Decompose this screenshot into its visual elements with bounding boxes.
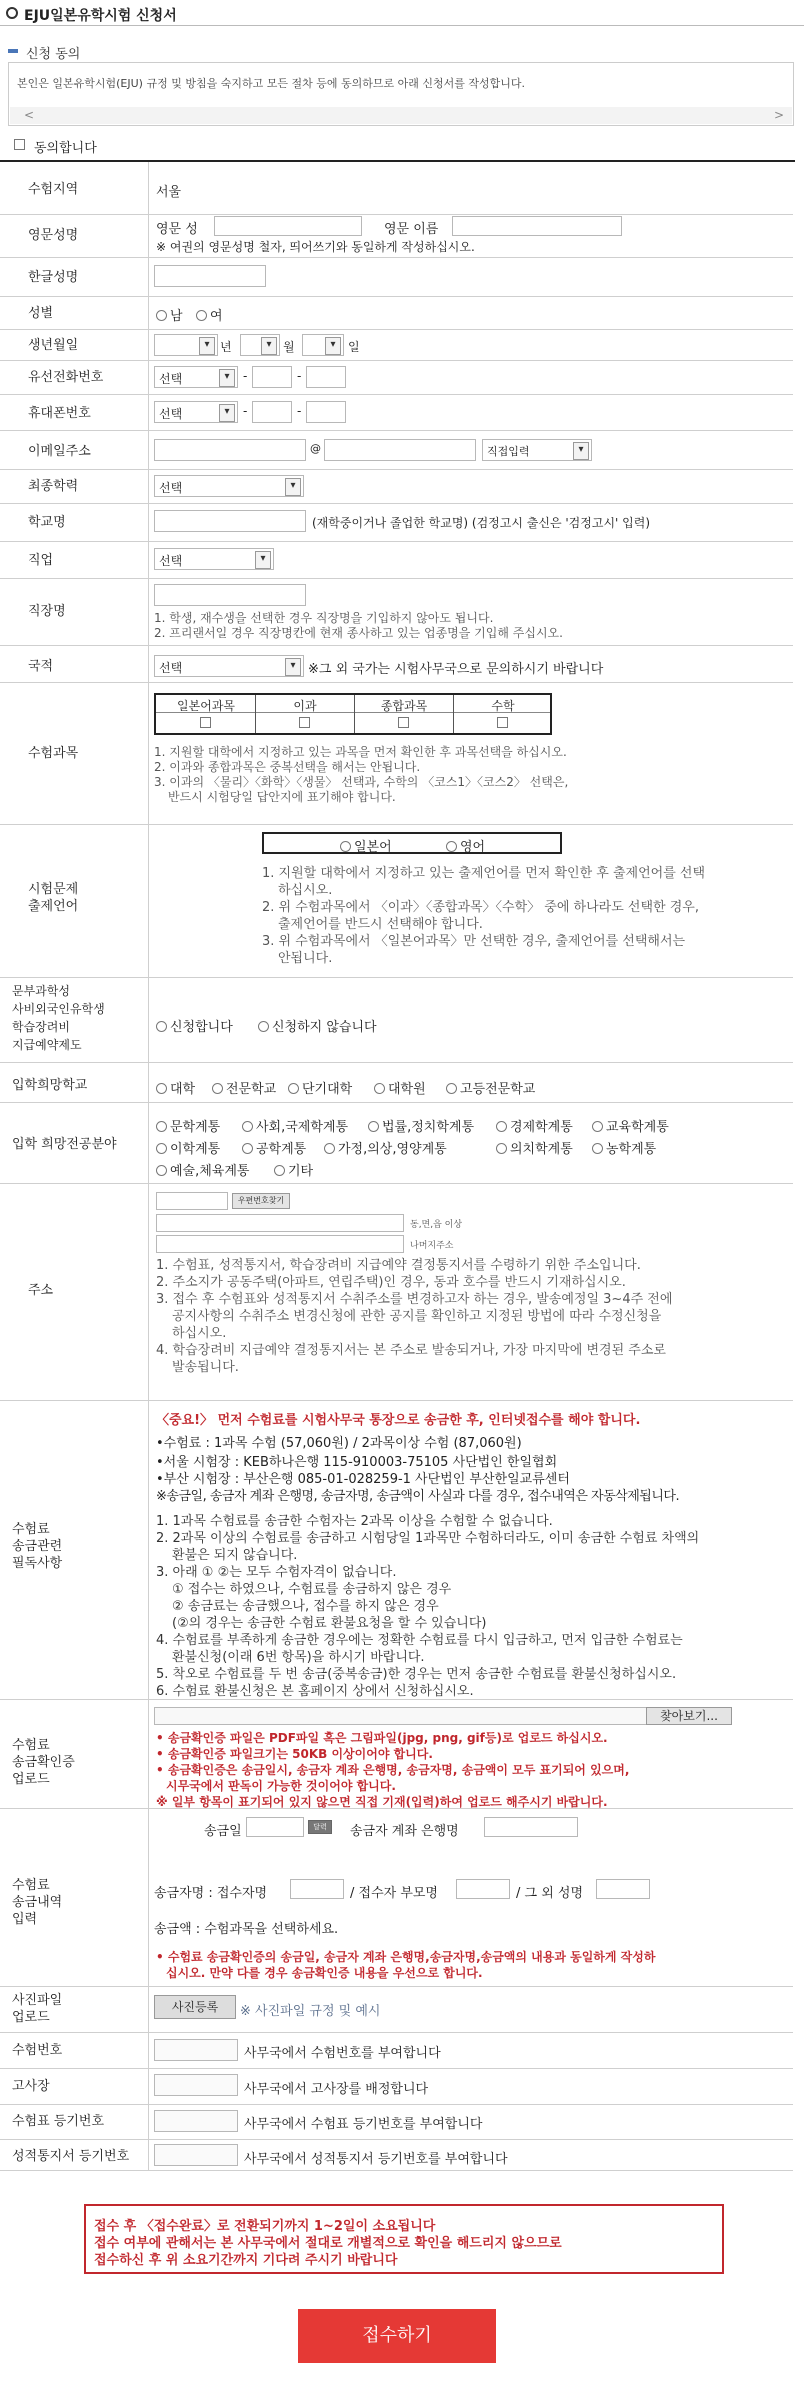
exam-site-input bbox=[154, 2074, 238, 2096]
address-label: 주소 bbox=[28, 1283, 54, 1298]
mobile-middle-input[interactable] bbox=[252, 401, 292, 423]
major-option[interactable] bbox=[156, 1160, 249, 1179]
radio-icon[interactable] bbox=[196, 310, 207, 321]
gender-label: 성별 bbox=[28, 306, 54, 321]
job-select[interactable]: 선택 ▾ bbox=[154, 548, 274, 570]
subjects-note-3: 3. 이과의 〈물리〉〈화학〉〈생물〉 선택과, 수학의 〈코스1〉〈코스2〉 선택은, bbox=[154, 775, 569, 789]
transfer-amount-label: 송금액 : 수험과목을 선택하세요. bbox=[154, 1922, 339, 1937]
fee-rule-1: 1. 1과목 수험료를 송금한 수험자는 2과목 이상을 수험할 수 없습니다. bbox=[156, 1514, 553, 1529]
address-line2-input[interactable] bbox=[156, 1235, 404, 1253]
school-note: (재학중이거나 졸업한 학교명) (검정고시 출신은 '검정고시' 입력) bbox=[312, 516, 651, 530]
exam-number-label: 수험번호 bbox=[12, 2043, 63, 2058]
eng-name-label: 영문성명 bbox=[28, 228, 79, 243]
row-separator bbox=[0, 394, 793, 395]
email-label: 이메일주소 bbox=[28, 444, 91, 459]
radio-icon[interactable] bbox=[242, 1121, 253, 1132]
notice-line-2: 접수 여부에 관해서는 본 사무국에서 절대로 개별적으로 확인을 해드리지 않으므로 bbox=[94, 2236, 562, 2251]
phone-middle-input[interactable] bbox=[252, 366, 292, 388]
major-option[interactable] bbox=[496, 1116, 573, 1135]
agree-checkbox[interactable] bbox=[14, 139, 25, 150]
fee-rule-7: (②의 경우는 송금한 수험료 환불요청을 할 수 있습니다) bbox=[172, 1616, 487, 1631]
sender-other-input[interactable] bbox=[596, 1879, 650, 1899]
scholarship-not-apply-label: 신청하지 않습니다 bbox=[272, 1020, 377, 1035]
proof-label-3: 업로드 bbox=[12, 1772, 50, 1787]
row-separator bbox=[0, 2032, 793, 2033]
gender-male-option[interactable] bbox=[156, 305, 183, 324]
page-title: EJU일본유학시험 신청서 bbox=[24, 8, 177, 24]
transfer-date-input[interactable] bbox=[246, 1817, 304, 1837]
major-option-label: 의치학계통 bbox=[510, 1142, 573, 1157]
major-option[interactable] bbox=[242, 1138, 306, 1157]
row-separator bbox=[0, 541, 793, 542]
kor-name-input[interactable] bbox=[154, 265, 266, 287]
radio-icon[interactable] bbox=[496, 1143, 507, 1154]
target-school-label: 입학희망학교 bbox=[12, 1078, 88, 1093]
mobile-label: 휴대폰번호 bbox=[28, 406, 91, 421]
major-option-label: 기타 bbox=[288, 1164, 314, 1179]
radio-icon[interactable] bbox=[156, 1165, 167, 1176]
birth-year-suffix: 년 bbox=[220, 340, 232, 354]
school-label: 학교명 bbox=[28, 515, 66, 530]
mobile-dash: - bbox=[297, 404, 302, 418]
fee-rule-6: ② 송금료는 송금했으나, 접수를 하지 않은 경우 bbox=[172, 1599, 439, 1614]
row-separator bbox=[0, 1102, 793, 1103]
language-note-1: 1. 지원할 대학에서 지정하고 있는 출제언어를 먼저 확인한 후 출제언어를 선택 bbox=[262, 866, 706, 881]
mobile-last-input[interactable] bbox=[306, 401, 346, 423]
subject-header-japanese: 일본어과목 bbox=[177, 699, 235, 713]
fee-label-2: 송금관련 bbox=[12, 1539, 63, 1554]
target-school-option-label: 고등전문학교 bbox=[460, 1082, 536, 1097]
transfer-label-3: 입력 bbox=[12, 1912, 38, 1927]
subject-header-math: 수학 bbox=[491, 699, 515, 713]
exam-number-input bbox=[154, 2039, 238, 2061]
radio-icon[interactable] bbox=[258, 1021, 269, 1032]
fee-rule-9: 환불신청(이래 6번 항목)을 하시기 바랍니다. bbox=[172, 1650, 425, 1665]
transfer-name-label: 송금자명 : 접수자명 bbox=[154, 1886, 268, 1901]
exam-region-value: 서울 bbox=[156, 185, 182, 200]
subject-math-checkbox[interactable] bbox=[497, 717, 508, 728]
score-registry-text: 사무국에서 성적통지서 등기번호를 부여합니다 bbox=[244, 2152, 508, 2167]
zipcode-search-button[interactable]: 우편번호찾기 bbox=[232, 1193, 290, 1209]
phone-area-select[interactable]: 선택 ▾ bbox=[154, 366, 238, 388]
notice-line-3: 접수하신 후 위 소요기간까지 기다려 주시기 바랍니다 bbox=[94, 2253, 398, 2268]
transfer-label-2: 송금내역 bbox=[12, 1895, 63, 1910]
notice-line-1: 접수 후 〈접수완료〉로 전환되기까지 1~2일이 소요됩니다 bbox=[94, 2219, 436, 2234]
phone-label: 유선전화번호 bbox=[28, 370, 104, 385]
major-option[interactable] bbox=[242, 1116, 348, 1135]
radio-icon[interactable] bbox=[212, 1083, 223, 1094]
exam-language-label-2: 출제언어 bbox=[28, 899, 79, 914]
email-domain-input[interactable] bbox=[324, 439, 476, 461]
address-note-3: 3. 접수 후 수험표와 성적통지서 수취주소를 변경하고자 하는 경우, 발송예정일 3~4주 전에 bbox=[156, 1292, 673, 1307]
email-domain-select[interactable]: 직접입력 ▾ bbox=[482, 439, 592, 461]
language-note-4: 출제언어를 반드시 선택해야 합니다. bbox=[278, 917, 483, 932]
fee-rule-3: 환불은 되지 않습니다. bbox=[172, 1548, 298, 1563]
email-at: @ bbox=[310, 442, 321, 455]
score-registry-label: 성적통지서 등기번호 bbox=[12, 2149, 130, 2164]
language-note-3: 2. 위 수험과목에서 〈이과〉〈종합과목〉〈수학〉 중에 하나라도 선택한 경우, bbox=[262, 900, 699, 915]
major-option-label: 가정,의상,영양계통 bbox=[338, 1142, 447, 1157]
row-separator bbox=[0, 360, 793, 361]
target-school-option[interactable] bbox=[288, 1078, 352, 1097]
language-english-label: 영어 bbox=[460, 840, 486, 855]
address-note-2: 2. 주소지가 공동주택(아파트, 연립주택)인 경우, 동과 호수를 반드시 기재하십시오. bbox=[156, 1275, 626, 1290]
subjects-label: 수험과목 bbox=[28, 746, 79, 761]
address-note-7: 발송됩니다. bbox=[172, 1360, 239, 1375]
major-option[interactable] bbox=[274, 1160, 313, 1179]
workplace-label: 직장명 bbox=[28, 604, 66, 619]
major-option[interactable] bbox=[496, 1138, 573, 1157]
photo-label-2: 업로드 bbox=[12, 2010, 50, 2025]
form-top-border bbox=[0, 160, 795, 162]
row-separator bbox=[0, 214, 793, 215]
row-separator bbox=[0, 977, 793, 978]
scholarship-not-apply-option[interactable] bbox=[258, 1016, 377, 1035]
job-label: 직업 bbox=[28, 553, 54, 568]
target-school-option[interactable] bbox=[212, 1078, 276, 1097]
birth-day-select[interactable] bbox=[302, 334, 344, 356]
address-note-5: 하십시오. bbox=[172, 1326, 227, 1341]
radio-icon[interactable] bbox=[496, 1121, 507, 1132]
birth-month-suffix: 월 bbox=[283, 340, 295, 354]
fee-label-3: 필독사항 bbox=[12, 1556, 63, 1571]
row-separator bbox=[0, 329, 793, 330]
language-japanese-option[interactable] bbox=[340, 836, 392, 855]
row-separator bbox=[0, 296, 793, 297]
zipcode-input[interactable] bbox=[156, 1192, 228, 1210]
scholarship-apply-label: 신청합니다 bbox=[170, 1020, 233, 1035]
education-label: 최종학력 bbox=[28, 479, 79, 494]
major-option-label: 경제학계통 bbox=[510, 1120, 573, 1135]
mobile-prefix-select[interactable]: 선택 ▾ bbox=[154, 401, 238, 423]
target-school-option-label: 대학 bbox=[170, 1082, 196, 1097]
transfer-date-label: 송금일 bbox=[204, 1824, 242, 1839]
row-separator bbox=[0, 257, 793, 258]
row-separator bbox=[0, 2139, 793, 2140]
exam-language-label-1: 시험문제 bbox=[28, 882, 79, 897]
subject-header-science: 이과 bbox=[293, 699, 317, 713]
subject-science-checkbox[interactable] bbox=[299, 717, 310, 728]
nationality-select[interactable]: 선택 ▾ bbox=[154, 655, 304, 677]
scholarship-label-2: 사비외국인유학생 bbox=[12, 1002, 105, 1016]
major-option-label: 예술,체육계통 bbox=[170, 1164, 250, 1179]
submit-button[interactable] bbox=[298, 2309, 496, 2363]
ticket-registry-text: 사무국에서 수험표 등기번호를 부여합니다 bbox=[244, 2117, 483, 2132]
radio-icon[interactable] bbox=[288, 1083, 299, 1094]
transfer-warning-2: 십시오. 만약 다를 경우 송금확인증 내용을 우선으로 합니다. bbox=[166, 1966, 483, 1980]
subjects-note-2: 2. 이과와 종합과목은 중복선택을 해서는 안됩니다. bbox=[154, 760, 421, 774]
radio-icon[interactable] bbox=[368, 1121, 379, 1132]
workplace-note-2: 2. 프리랜서일 경우 직장명칸에 현재 종사하고 있는 업종명을 기입해 주십시오. bbox=[154, 626, 563, 640]
major-option[interactable] bbox=[324, 1138, 447, 1157]
eng-last-name-label: 영문 성 bbox=[156, 222, 198, 237]
proof-label-1: 수험료 bbox=[12, 1738, 50, 1753]
radio-icon[interactable] bbox=[592, 1143, 603, 1154]
major-option[interactable] bbox=[156, 1116, 220, 1135]
transfer-bank-input[interactable] bbox=[484, 1817, 578, 1837]
fee-rule-11: 6. 수험료 환불신청은 본 홈페이지 상에서 신청하십시오. bbox=[156, 1684, 474, 1699]
radio-icon[interactable] bbox=[274, 1165, 285, 1176]
major-option-label: 이학계통 bbox=[170, 1142, 221, 1157]
row-separator bbox=[0, 2104, 793, 2105]
horizontal-scrollbar[interactable] bbox=[10, 107, 792, 124]
consent-section-title: 신청 동의 bbox=[26, 47, 81, 62]
gender-female-label: 여 bbox=[210, 309, 223, 324]
major-option[interactable] bbox=[156, 1138, 220, 1157]
consent-textbox[interactable] bbox=[8, 62, 794, 126]
fee-label-1: 수험료 bbox=[12, 1522, 50, 1537]
row-separator bbox=[0, 2068, 793, 2069]
consent-text: 본인은 일본유학시험(EJU) 규정 및 방침을 숙지하고 모든 절차 등에 동의하므로 아래 신청서를 작성합니다. bbox=[17, 77, 525, 90]
photo-label-1: 사진파일 bbox=[12, 1993, 63, 2008]
radio-icon[interactable] bbox=[446, 1083, 457, 1094]
gender-male-label: 남 bbox=[170, 309, 183, 324]
radio-icon[interactable] bbox=[340, 841, 351, 852]
radio-icon[interactable] bbox=[156, 1121, 167, 1132]
fee-rule-5: ① 접수는 하였으나, 수험료를 송금하지 않은 경우 bbox=[172, 1582, 452, 1597]
row-separator bbox=[0, 503, 793, 504]
row-separator bbox=[0, 430, 793, 431]
birth-day-suffix: 일 bbox=[348, 340, 360, 354]
fee-rule-2: 2. 2과목 이상의 수험료를 송금하고 시험당일 1과목만 수험하더라도, 이미 송금한 수험료 차액의 bbox=[156, 1531, 700, 1546]
major-option-label: 사회,국제학계통 bbox=[256, 1120, 349, 1135]
scroll-left-icon[interactable]: < bbox=[24, 108, 35, 122]
submit-button-label: 접수하기 bbox=[362, 2325, 432, 2346]
language-note-2: 하십시오. bbox=[278, 883, 333, 898]
phone-dash: - bbox=[243, 369, 248, 383]
row-separator bbox=[0, 645, 793, 646]
language-note-5: 3. 위 수험과목에서 〈일본어과목〉만 선택한 경우, 출제언어를 선택해서는 bbox=[262, 934, 686, 949]
row-separator bbox=[0, 1986, 793, 1987]
target-school-option-label: 단기대학 bbox=[302, 1082, 353, 1097]
circle-icon bbox=[6, 7, 18, 19]
row-separator bbox=[0, 824, 793, 825]
language-japanese-label: 일본어 bbox=[354, 840, 392, 855]
gender-female-option[interactable] bbox=[196, 305, 223, 324]
radio-icon[interactable] bbox=[592, 1121, 603, 1132]
row-separator bbox=[0, 1183, 793, 1184]
proof-note-2: • 송금확인증 파일크기는 50KB 이상이어야 합니다. bbox=[156, 1747, 433, 1761]
proof-note-1: • 송금확인증 파일은 PDF파일 혹은 그림파일(jpg, png, gif등)로 업로드 하십시오. bbox=[156, 1731, 608, 1745]
major-option-label: 농학계통 bbox=[606, 1142, 657, 1157]
calendar-button[interactable]: 달력 bbox=[308, 1820, 332, 1834]
major-option[interactable] bbox=[592, 1116, 669, 1135]
photo-upload-button[interactable]: 사진등록 bbox=[154, 1995, 236, 2019]
address-note-1: 1. 수험표, 성적통지서, 학습장려비 지급예약 결정통지서를 수령하기 위한 주소입니다. bbox=[156, 1258, 641, 1273]
fee-bank-note: ※송금일, 송금자 계좌 은행명, 송금자명, 송금액이 사실과 다를 경우, 접수내역은 자동삭제됩니다. bbox=[156, 1489, 680, 1504]
eng-name-note: ※ 여권의 영문성명 철자, 띄어쓰기와 동일하게 작성하십시오. bbox=[156, 240, 475, 254]
browse-button[interactable]: 찾아보기... bbox=[646, 1707, 732, 1725]
section-marker-icon bbox=[8, 49, 18, 53]
fee-rule-4: 3. 아래 ① ②는 모두 수험자격이 없습니다. bbox=[156, 1565, 397, 1580]
fee-important-notice: 〈중요!〉 먼저 수험료를 시험사무국 통장으로 송금한 후, 인터넷접수를 해야 합니다. bbox=[156, 1413, 641, 1428]
row-separator bbox=[0, 1400, 793, 1401]
label-column-divider bbox=[148, 162, 149, 2170]
education-select[interactable]: 선택 ▾ bbox=[154, 475, 304, 497]
nationality-note: ※그 외 국가는 시험사무국으로 문의하시기 바랍니다 bbox=[308, 662, 604, 677]
language-note-6: 안됩니다. bbox=[278, 951, 333, 966]
sender-parent-input[interactable] bbox=[456, 1879, 510, 1899]
eng-last-name-input[interactable] bbox=[214, 216, 362, 236]
nationality-label: 국적 bbox=[28, 659, 54, 674]
birth-month-select[interactable] bbox=[240, 334, 280, 356]
agree-label: 동의합니다 bbox=[34, 141, 97, 156]
row-separator bbox=[0, 469, 793, 470]
address-line1-input[interactable] bbox=[156, 1214, 404, 1232]
subject-japanese-checkbox[interactable] bbox=[200, 717, 211, 728]
subjects-col-divider bbox=[354, 695, 355, 733]
radio-icon[interactable] bbox=[156, 1083, 167, 1094]
transfer-parent-label: / 접수자 부모명 bbox=[350, 1886, 438, 1901]
sender-applicant-input[interactable] bbox=[290, 1879, 344, 1899]
birth-label: 생년월일 bbox=[28, 338, 79, 353]
row-separator bbox=[0, 682, 793, 683]
eng-first-name-label: 영문 이름 bbox=[384, 222, 439, 237]
proof-note-3: • 송금확인증은 송금일시, 송금자 계좌 은행명, 송금자명, 송금액이 모두 표기되어 있으며, bbox=[156, 1763, 630, 1777]
row-separator bbox=[0, 2170, 793, 2171]
fee-bank-busan: •부산 시험장 : 부산은행 085-01-028259-1 사단법인 부산한일교류센터 bbox=[156, 1472, 570, 1487]
major-option-label: 교육학계통 bbox=[606, 1120, 669, 1135]
address-note-6: 4. 학습장려비 지급예약 결정통지서는 본 주소로 발송되거나, 가장 마지막에 변경된 주소로 bbox=[156, 1343, 666, 1358]
radio-icon[interactable] bbox=[242, 1143, 253, 1154]
target-major-label: 입학 희망전공분야 bbox=[12, 1137, 117, 1152]
target-school-option[interactable] bbox=[156, 1078, 195, 1097]
workplace-input[interactable] bbox=[154, 584, 306, 606]
radio-icon[interactable] bbox=[374, 1083, 385, 1094]
exam-number-text: 사무국에서 수험번호를 부여합니다 bbox=[244, 2046, 441, 2061]
major-option[interactable] bbox=[368, 1116, 474, 1135]
phone-dash: - bbox=[297, 369, 302, 383]
radio-icon[interactable] bbox=[156, 1021, 167, 1032]
scroll-right-icon[interactable]: > bbox=[774, 108, 785, 122]
school-input[interactable] bbox=[154, 510, 306, 532]
notice-box bbox=[84, 2204, 724, 2274]
photo-guide-link[interactable]: ※ 사진파일 규정 및 예시 bbox=[240, 2004, 381, 2019]
row-separator bbox=[0, 1062, 793, 1063]
mobile-dash: - bbox=[243, 404, 248, 418]
target-school-option-label: 전문학교 bbox=[226, 1082, 277, 1097]
transfer-other-label: / 그 외 성명 bbox=[516, 1886, 584, 1901]
ticket-registry-input bbox=[154, 2110, 238, 2132]
subjects-col-divider bbox=[453, 695, 454, 733]
major-option[interactable] bbox=[592, 1138, 656, 1157]
proof-note-5: ※ 일부 항목이 표기되어 있지 않으면 직접 기재(입력)하여 업로드 해주시기 바랍니다. bbox=[156, 1795, 608, 1809]
transfer-warning-1: • 수험료 송금확인증의 송금일, 송금자 계좌 은행명,송금자명,송금액의 내용과 동일하게 작성하 bbox=[156, 1950, 656, 1964]
exam-site-label: 고사장 bbox=[12, 2079, 50, 2094]
eng-first-name-input[interactable] bbox=[452, 216, 622, 236]
fee-rule-10: 5. 착오로 수험료를 두 번 송금(중복송금)한 경우는 먼저 송금한 수험료를 환불신청하십시오. bbox=[156, 1667, 677, 1682]
transfer-bank-label: 송금자 계좌 은행명 bbox=[350, 1824, 459, 1839]
address-line1-hint: 동,면,읍 이상 bbox=[410, 1220, 463, 1230]
email-id-input[interactable] bbox=[154, 439, 306, 461]
exam-site-text: 사무국에서 고사장를 배정합니다 bbox=[244, 2082, 429, 2097]
subjects-table bbox=[154, 693, 552, 735]
radio-icon[interactable] bbox=[156, 1143, 167, 1154]
phone-last-input[interactable] bbox=[306, 366, 346, 388]
radio-icon[interactable] bbox=[156, 310, 167, 321]
target-school-option-label: 대학원 bbox=[388, 1082, 426, 1097]
birth-year-select[interactable] bbox=[154, 334, 218, 356]
row-separator bbox=[0, 578, 793, 579]
scholarship-label-4: 지급예약제도 bbox=[12, 1038, 82, 1052]
target-school-option[interactable] bbox=[446, 1078, 535, 1097]
language-english-option[interactable] bbox=[446, 836, 485, 855]
ticket-registry-label: 수험표 등기번호 bbox=[12, 2114, 105, 2129]
target-school-option[interactable] bbox=[374, 1078, 426, 1097]
score-registry-input bbox=[154, 2144, 238, 2166]
subjects-col-divider bbox=[255, 695, 256, 733]
exam-language-box bbox=[262, 832, 562, 854]
subjects-note-1: 1. 지원할 대학에서 지정하고 있는 과목을 먼저 확인한 후 과목선택을 하십시오. bbox=[154, 745, 567, 759]
major-option-label: 문학계통 bbox=[170, 1120, 221, 1135]
fee-amount-line: •수험료 : 1과목 수험 (57,060원) / 2과목이상 수험 (87,060원) bbox=[156, 1436, 522, 1451]
proof-label-2: 송금확인증 bbox=[12, 1755, 75, 1770]
page-header bbox=[0, 0, 804, 26]
exam-region-label: 수험지역 bbox=[28, 182, 79, 197]
fee-rule-8: 4. 수험료를 부족하게 송금한 경우에는 정확한 수험료를 다시 입금하고, 먼저 입금한 수험료는 bbox=[156, 1633, 683, 1648]
scholarship-label-3: 학습장려비 bbox=[12, 1020, 70, 1034]
subject-header-general: 종합과목 bbox=[380, 699, 428, 713]
address-line2-hint: 나머지주소 bbox=[410, 1241, 454, 1251]
workplace-note-1: 1. 학생, 재수생을 선택한 경우 직장명을 기입하지 않아도 됩니다. bbox=[154, 611, 494, 625]
subject-general-checkbox[interactable] bbox=[398, 717, 409, 728]
kor-name-label: 한글성명 bbox=[28, 270, 79, 285]
transfer-label-1: 수험료 bbox=[12, 1878, 50, 1893]
address-note-4: 공지사항의 수취주소 변경신청에 관한 공지를 확인하고 지정된 방법에 따라 수정신청을 bbox=[172, 1309, 662, 1324]
radio-icon[interactable] bbox=[446, 841, 457, 852]
fee-bank-seoul: •서울 시험장 : KEB하나은행 115-910003-75105 사단법인 한일협회 bbox=[156, 1455, 558, 1470]
subjects-note-4: 반드시 시험당일 답안지에 표기해야 합니다. bbox=[168, 790, 396, 804]
scholarship-apply-option[interactable] bbox=[156, 1016, 233, 1035]
radio-icon[interactable] bbox=[324, 1143, 335, 1154]
scholarship-label-1: 문부과학성 bbox=[12, 984, 70, 998]
major-option-label: 법률,정치학계통 bbox=[382, 1120, 475, 1135]
proof-note-4: 시무국에서 판독이 가능한 것이어야 합니다. bbox=[166, 1779, 396, 1793]
major-option-label: 공학계통 bbox=[256, 1142, 307, 1157]
